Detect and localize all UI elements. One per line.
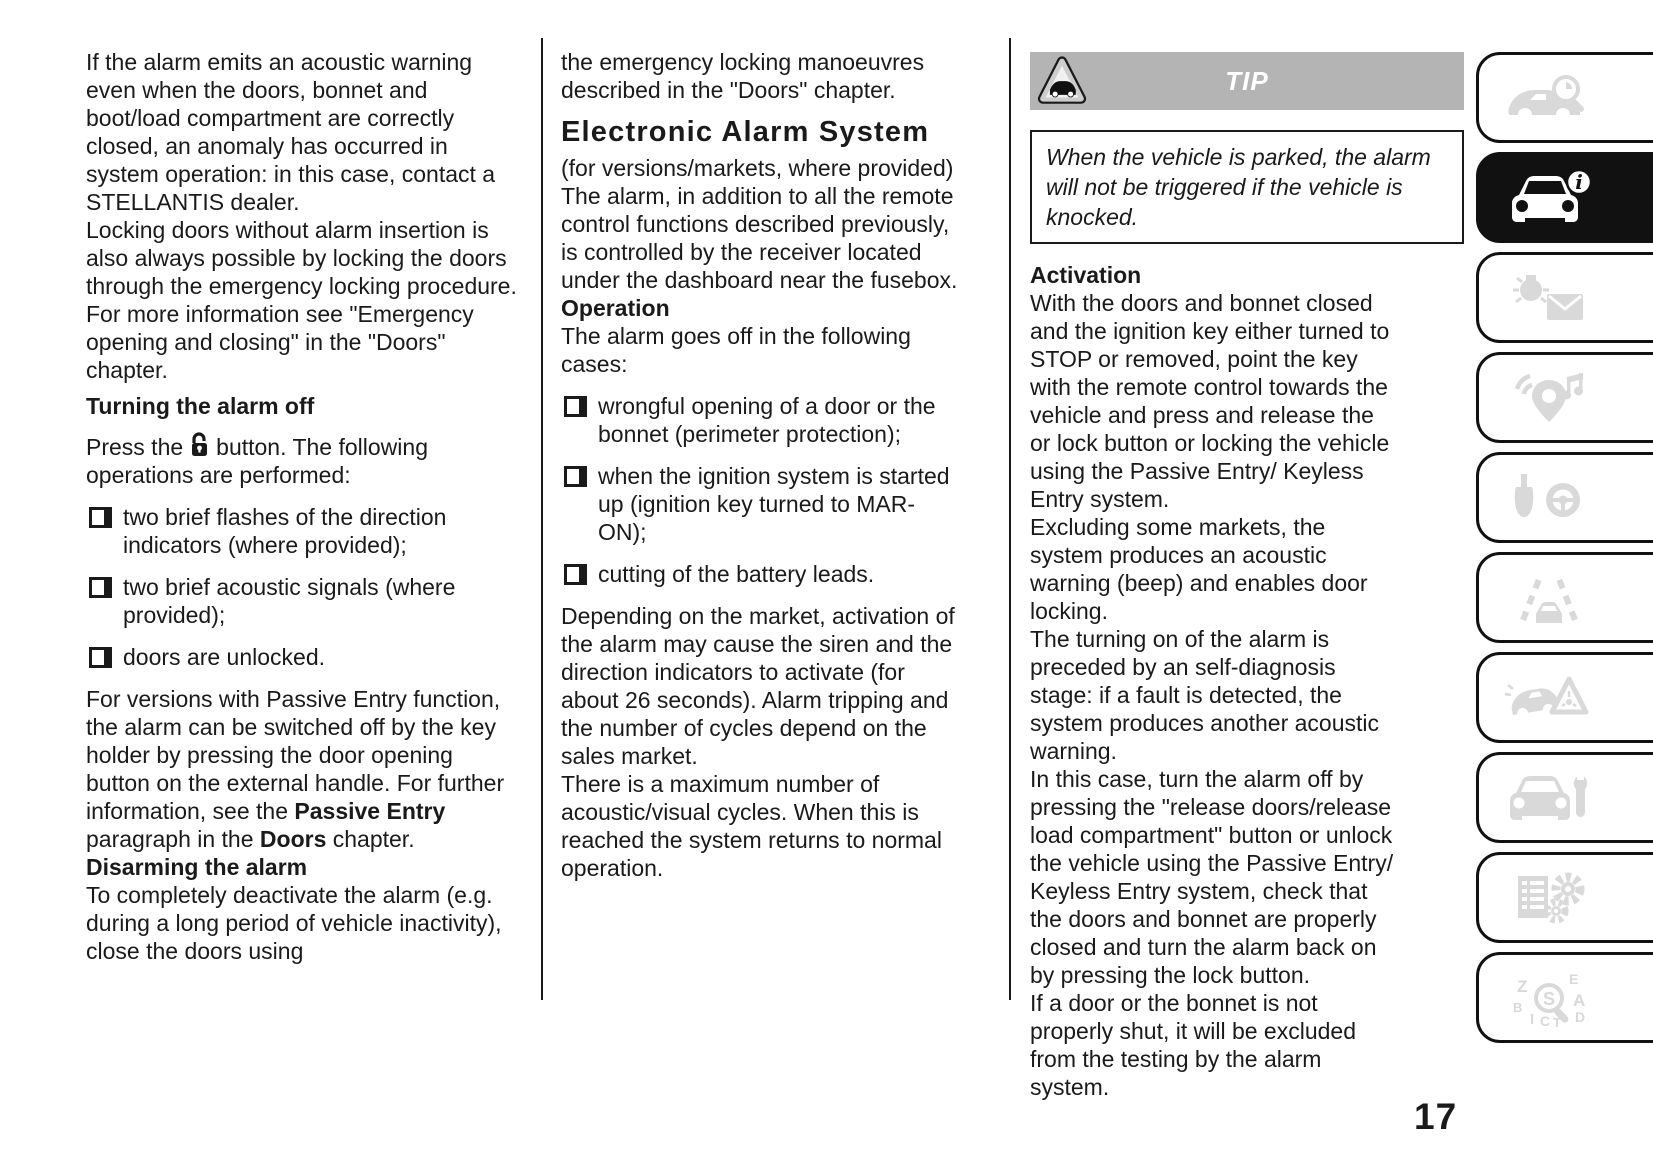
square-bullet-icon [89, 647, 112, 668]
bullet-text: two brief acoustic signals (where provided); [123, 574, 456, 628]
paragraph-activation-procedure: With the doors and bonnet closed and the ignition key either turned to STOP or removed, point the key with the remote control towards the vehicle and press and release the or lock button or locking the vehicle using the Passive Entry/ Keyless Entry system. [1030, 290, 1390, 512]
multimedia-navigation-icon [1503, 368, 1595, 428]
text-segment-bold: Passive Entry [294, 798, 446, 824]
sidebar-item-alphabetical-index[interactable] [1476, 952, 1653, 1043]
car-on-road-icon [1503, 568, 1595, 628]
text-segment: paragraph in the [86, 826, 260, 852]
svg-text:E: E [1569, 970, 1579, 987]
paragraph-self-diagnosis: The turning on of the alarm is preceded by an self-diagnosis stage: if a fault is detected, the system produces another acoustic warning. [1030, 626, 1380, 764]
column-left [86, 48, 522, 965]
paragraph-siren-activation: Depending on the market, activation of the alarm may cause the siren and the direction indicators to activate (for about 26 seconds). Alarm tripping and the number of cycles depend on the sales market. [561, 603, 955, 769]
bullet-text: wrongful opening of a door or the bonnet (perimeter protection); [598, 393, 936, 447]
paragraph-turn-alarm-off: In this case, turn the alarm off by pressing the "release doors/release load compartment" button or unlock the vehicle using the Passive Entry/ Keyless Entry system, check that the doors and bonnet are properly closed and turn the alarm back on by pressing the lock button. [1030, 766, 1394, 988]
unlock-icon [189, 432, 210, 460]
heading-disarming-alarm: Disarming the alarm [86, 854, 308, 880]
svg-text:D: D [1575, 1008, 1586, 1025]
tip-header-bar [1030, 52, 1464, 110]
paragraph-alarm-goes-off: The alarm goes off in the following cases: [561, 323, 911, 377]
warning-light-message-icon [1503, 268, 1595, 328]
sidebar-item-servicing-and-care[interactable] [1476, 752, 1653, 843]
svg-text:S: S [1542, 988, 1556, 1009]
list-item [86, 573, 522, 629]
alphabetical-index-icon [1503, 968, 1595, 1028]
sidebar-item-starting-and-driving[interactable] [1476, 452, 1653, 543]
paragraph-deactivate-alarm: To completely deactivate the alarm (e.g. during a long period of vehicle inactivity), close the doors using [86, 882, 502, 964]
tip-label: TIP [1225, 66, 1269, 96]
text-segment: For versions with Passive Entry function, the alarm can be switched off by the key holder by pressing the door opening button on the external handle. For further information, see the [86, 686, 505, 824]
list-item [561, 560, 963, 588]
svg-text:i: i [1575, 169, 1583, 194]
road-sign-car-icon [1037, 54, 1087, 110]
bullet-text: two brief flashes of the direction indicators (where provided); [123, 504, 447, 558]
paragraph-passive-entry [86, 685, 522, 853]
key-steering-wheel-icon [1503, 468, 1595, 528]
svg-text:I: I [1530, 1010, 1535, 1028]
square-bullet-icon [89, 507, 112, 528]
paragraph-acoustic-warning: Excluding some markets, the system produces an acoustic warning (beep) and enables door locking. [1030, 514, 1368, 624]
sidebar-item-warning-lights-and-messages[interactable] [1476, 252, 1653, 343]
heading-operation: Operation [561, 295, 670, 321]
spec-list-gears-icon [1503, 868, 1595, 928]
tip-note-box: When the vehicle is parked, the alarm will not be triggered if the vehicle is knocked. [1030, 130, 1464, 244]
square-bullet-icon [564, 466, 587, 487]
svg-text:A: A [1573, 990, 1586, 1010]
column-right-text [1030, 261, 1396, 1101]
svg-text:Z: Z [1517, 976, 1528, 996]
list-item [86, 503, 522, 559]
sidebar-item-in-an-emergency[interactable] [1476, 652, 1653, 743]
square-bullet-icon [564, 396, 587, 417]
sidebar-item-getting-to-know-your-vehicle[interactable] [1476, 152, 1653, 243]
paragraph-door-excluded: If a door or the bonnet is not properly shut, it will be excluded from the testing by the alarm system. [1030, 990, 1356, 1100]
svg-text:C: C [1540, 1012, 1551, 1028]
car-info-icon [1503, 168, 1595, 228]
column-right [1030, 48, 1464, 1101]
car-search-icon [1503, 68, 1595, 128]
heading-electronic-alarm-system: Electronic Alarm System [561, 116, 930, 148]
text-segment-bold: Doors [259, 826, 327, 852]
text-segment: button. The following operations are performed: [86, 434, 428, 488]
column-divider [541, 38, 543, 1000]
text-segment: chapter. [326, 826, 415, 852]
heading-activation: Activation [1030, 262, 1142, 288]
svg-text:B: B [1513, 999, 1523, 1015]
sidebar-item-technical-data[interactable] [1476, 852, 1653, 943]
paragraph-alarm-receiver: (for versions/markets, where provided) The alarm, in addition to all the remote control functions described previously, is controlled by the receiver located under the dashboard near the fusebox. [561, 155, 958, 293]
car-wrench-icon [1503, 768, 1595, 828]
sidebar-item-multimedia[interactable] [1476, 352, 1653, 443]
sidebar-nav [1476, 52, 1653, 1052]
column-divider [1009, 38, 1011, 1000]
paragraph-alarm-anomaly: If the alarm emits an acoustic warning even when the doors, bonnet and boot/load compartment are correctly closed, an anomaly has occurred in system operation: in this case, contact a STELLANTIS dealer. [86, 49, 496, 215]
paragraph-emergency-manoeuvres: the emergency locking manoeuvres described in the "Doors" chapter. [561, 49, 925, 103]
paragraph-press-button [86, 432, 522, 489]
paragraph-max-cycles: There is a maximum number of acoustic/visual cycles. When this is reached the system returns to normal operation. [561, 771, 942, 881]
square-bullet-icon [89, 577, 112, 598]
bullet-text: when the ignition system is started up (ignition key turned to MAR-ON); [598, 463, 950, 545]
list-item [561, 392, 963, 448]
column-center [561, 48, 963, 882]
bullet-text: doors are unlocked. [123, 644, 326, 670]
emergency-triangle-icon [1503, 668, 1595, 728]
text-segment: Press the [86, 434, 184, 460]
heading-turning-alarm-off: Turning the alarm off [86, 393, 315, 419]
sidebar-item-driving[interactable] [1476, 552, 1653, 643]
bullet-text: cutting of the battery leads. [598, 561, 875, 587]
paragraph-locking-without-alarm: Locking doors without alarm insertion is also always possible by locking the doors through the emergency locking procedure. For more information see "Emergency opening and closing" in the "Doors" chapter. [86, 217, 517, 383]
svg-text:T: T [1553, 1014, 1561, 1028]
sidebar-item-knowing-your-car[interactable] [1476, 52, 1653, 143]
list-item [561, 462, 963, 546]
square-bullet-icon [564, 564, 587, 585]
page-number: 17 [1414, 1096, 1458, 1137]
list-item [86, 643, 522, 671]
